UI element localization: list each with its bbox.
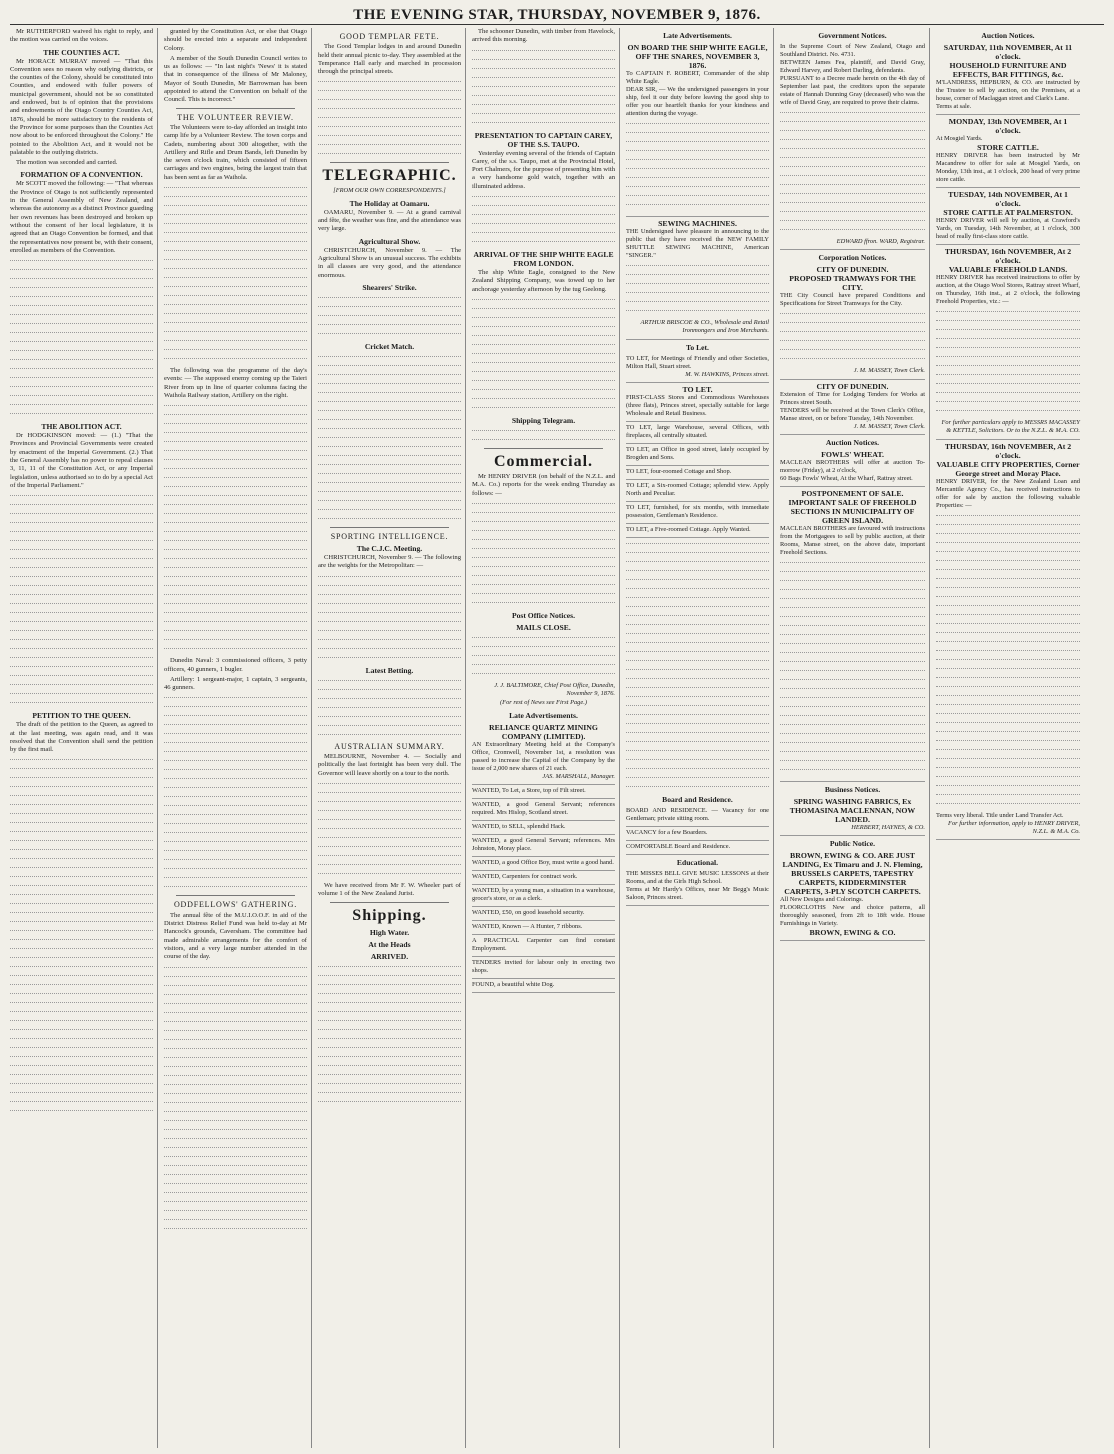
section-heading: Government Notices.: [818, 31, 887, 40]
ad-title: SEWING MACHINES.: [658, 219, 737, 228]
ad-signature: For further information, apply to HENRY DRIVER, N.Z.L. & M.A. Co.: [948, 819, 1080, 835]
unreadable-text: [164, 187, 307, 362]
advertisement: [780, 487, 925, 782]
ad-body: HENRY DRIVER, for the New Zealand Loan and Mercantile Agency Co., has received instructions to offer for sale by auction the following valuable Properties: —: [936, 477, 1080, 509]
unreadable-text: [936, 515, 1080, 807]
ad-signature: For further particulars apply to MESSRS MACASSEY & KETTLE, Solicitors. Or to the N.Z.L. & M.A. CO.: [941, 419, 1080, 435]
paragraph: The motion was seconded and carried.: [16, 159, 118, 167]
classified-ad: TO LET, a Six-roomed Cottage; splendid view. Apply North and Peculiar.: [626, 480, 769, 502]
classified-ad: TO LET, large Warehouse, several Offices, with fireplaces, all centrally situated.: [626, 422, 769, 444]
advertisement: [626, 353, 769, 383]
paragraph: The following was the programme of the day's events: — The supposed enemy coming up the Taieri River from up in line of quarter columns facing the Waihola Railway station, Artillery on the right.: [164, 367, 307, 399]
classified-ad: TENDERS invited for labour only in erecting two shops.: [472, 957, 615, 979]
advertisement: [780, 448, 925, 487]
section-heading: ODDFELLOWS' GATHERING.: [173, 900, 298, 910]
unreadable-text: [780, 313, 925, 362]
section-heading: Late Advertisements.: [663, 31, 732, 40]
ad-body: 60 Bags Fowls' Wheat, At the Wharf, Rattray street.: [780, 474, 913, 482]
paragraph: MELBOURNE, November 4. — Socially and politically the last fortnight has been very dull. The Governor will leave shortly on a tour to the north.: [318, 753, 461, 777]
unreadable-text: [626, 543, 769, 790]
ad-body: FLOORCLOTHS New and choice patterns, all thoroughly seasoned, from 2ft to 18ft wide. House Furnishings in Variety.: [780, 904, 925, 928]
paragraph: Mr HORACE MURRAY moved — "That this Convention sees no reason why outlying districts, or the counties of the Colony, should be constituted into Counties, and endowed with fuller powers of municipal government, should not be so constituted and endowed, but is of opinion that the provisions and endowments of the Otago Country Counties Act, 1876, should be more satisfactory to the residents of the Province for some purposes than the Counties Act now about to be enforced throughout the Colony." He pointed to the Abolition Act, and it would not be palatable to the outlying districts.: [10, 57, 153, 156]
section-heading: PETITION TO THE QUEEN.: [32, 711, 131, 721]
columns: [10, 28, 1104, 1448]
ad-title: BRUSSELS CARPETS, TAPESTRY CARPETS, KIDDERMINSTER CARPETS, 3-PLY SCOTCH CARPETS.: [784, 869, 921, 897]
unreadable-text: [472, 196, 615, 245]
ad-body: TENDERS will be received at the Town Clerk's Office, Manse street, on or before Tuesday, 14th November.: [780, 406, 925, 422]
ad-title: STORE CATTLE.: [977, 143, 1039, 152]
classified-ad: COMFORTABLE Board and Residence.: [626, 841, 769, 855]
ad-title: SPRING WASHING FABRICS, Ex THOMASINA MACLENNAN, NOW LANDED.: [789, 796, 916, 824]
ad-body: Terms at sale.: [936, 103, 972, 110]
ad-signature: HERBERT, HAYNES, & CO.: [851, 823, 925, 831]
unreadable-text: [472, 503, 615, 606]
section-heading: SPORTING INTELLIGENCE.: [330, 531, 449, 541]
ad-body: THE MISSES BELL GIVE MUSIC LESSONS at their Rooms, and at the Girls High School.: [626, 869, 769, 885]
ad-body: HENRY DRIVER will sell by auction, at Crawford's Yards, on Tuesday, 14th November, at 1 o'clock, 300 head of really first-class store cattle.: [936, 217, 1080, 240]
ad-body: MACLEAN BROTHERS are favoured with instructions from the Mortgagees to sell by public auction, at their Rooms, Manse street, on the above date, important Freehold Sections.: [780, 524, 925, 556]
ad-body: Terms at Mr Hardy's Offices, near Mr Begg's Music Saloon, Princes street.: [626, 885, 769, 901]
section-heading: Business Notices.: [824, 784, 881, 794]
signature: J. J. BALTIMORE, Chief Post Office, Dunedin, November 9, 1876.: [494, 681, 615, 698]
unreadable-text: [318, 576, 461, 661]
section-heading: High Water.: [369, 927, 410, 937]
paragraph: The Good Templar lodges in and around Dunedin held their annual picnic to-day. They assembled at the Temperance Hall early and marched in procession through the principal streets.: [318, 43, 461, 76]
ad-body: M'LANDRESS, HEPBURN, & CO. are instructed by the Trustee to sell by auction, on the Premises, at a house, corner of Maclaggan street and Clark's Lane.: [936, 79, 1080, 102]
unreadable-text: [164, 967, 307, 1232]
classified-ad: WANTED, To Let, a Store, top of Filt street.: [472, 785, 615, 799]
unreadable-text: [472, 50, 615, 126]
section-heading: The C.J.C. Meeting.: [356, 544, 423, 554]
ad-body: MACLEAN BROTHERS will offer at auction To-morrow (Friday), at 2 o'clock,: [780, 458, 925, 474]
paragraph: Dr HODGKINSON moved: — (1.) "That the Provinces and Provincial Governments were created by enactment of the Imperial Government. (2.) That the General Assembly has no power to repeal clauses 3, 11, 11 of the Constitution Act, or any Imperial legislation, unless authorised so to do by a special Act of the Imperial Parliament.": [10, 432, 153, 489]
unreadable-text: [318, 297, 461, 337]
ad-body: AN Extraordinary Meeting held at the Company's Office, Cromwell, November 1st, a resolution was passed to increase the Capital of the Company by the issue of 2,000 new shares of 21 each.: [472, 740, 615, 772]
paragraph: The schooner Dunedin, with timber from Havelock, arrived this morning.: [472, 28, 615, 44]
ad-title: IMPORTANT SALE OF FREEHOLD SECTIONS IN MUNICIPALITY OF GREEN ISLAND.: [788, 497, 917, 525]
advertisement: [626, 41, 769, 217]
ad-signature: EDWARD ffron. WARD, Registrar.: [836, 238, 925, 245]
ad-title: BROWN, EWING & CO. ARE JUST LANDING, Ex Timaru and J. N. Fleming,: [782, 851, 923, 870]
section-heading: Auction Notices.: [981, 31, 1035, 40]
unreadable-text: [780, 112, 925, 233]
section-heading: Cricket Match.: [364, 341, 415, 351]
ad-body: HENRY DRIVER has been instructed by Mr Macandrew to offer for sale at Mosgiel Yards, on Monday, 13th inst., at 1 o'clock, 200 head of very prime store cattle.: [936, 152, 1080, 183]
ad-body: At Mosgiel Yards.: [936, 135, 983, 142]
ad-body: THE City Council have prepared Conditions and Specifications for Street Tramways for the City.: [780, 292, 925, 308]
unreadable-text: [472, 299, 615, 411]
section-heading: AUSTRALIAN SUMMARY.: [334, 741, 445, 751]
unreadable-text: [318, 81, 461, 157]
paragraph: CHRISTCHURCH, November 9. — The following are the weights for the Metropolitan: —: [318, 554, 461, 570]
paragraph: OAMARU, November 9. — At a grand carnival and fête, the weather was fine, and the attendance was very large.: [318, 208, 461, 233]
advertisement: [936, 188, 1080, 245]
classified-ad: FOUND, a beautiful white Dog.: [472, 979, 615, 993]
subtitle: [FROM OUR OWN CORRESPONDENTS.]: [333, 187, 446, 195]
column-5: [626, 28, 774, 1448]
ad-signature: J. M. MASSEY, Town Clerk.: [853, 422, 925, 430]
section-heading: MAILS CLOSE.: [516, 622, 571, 632]
section-heading: ARRIVED.: [370, 951, 409, 961]
unreadable-text: [10, 495, 153, 706]
ad-body: To CAPTAIN F. ROBERT, Commander of the ship White Eagle.: [626, 70, 769, 85]
paragraph: Yesterday evening several of the friends of Captain Carey, of the s.s. Taupo, met at the Provincial Hotel, Port Chalmers, for the purpose of presenting him with a very handsome gold watch, together with an illuminated address.: [472, 149, 615, 190]
classified-ad: WANTED, a good General Servant; references required. Mrs Hislop, Scotland street.: [472, 799, 615, 821]
ad-signature: ARTHUR BRISCOE & CO., Wholesale and Retail Ironmongers and Iron Merchants.: [640, 319, 769, 335]
classified-ad: TO LET, furnished, for six months, with immediate possession, Gentleman's Residence.: [626, 502, 769, 524]
divider: [176, 108, 295, 109]
section-heading: At the Heads: [368, 939, 411, 949]
ad-body: HENRY DRIVER has received instructions to offer by auction, at the Otago Wool Stores, Rattray street Wharf, on Thursday, 16th inst., at 2 o'clock, the following Freehold Properties, viz.: —: [936, 274, 1080, 305]
masthead: THE EVENING STAR, THURSDAY, NOVEMBER 9, 1876.: [10, 6, 1104, 25]
note: (For rest of News see First Page.): [500, 699, 587, 707]
paragraph: The ship White Eagle, consigned to the New Zealand Shipping Company, was towed up to her anchorage yesterday afternoon by the tug Geelong.: [472, 269, 615, 293]
section-heading: THE ABOLITION ACT.: [41, 422, 122, 432]
unreadable-text: [936, 311, 1080, 414]
classified-ad: WANTED, Carpenters for contract work.: [472, 871, 615, 885]
ad-body: THE Undersigned have pleasure in announcing to the public that they have received the NEW FAMILY SHUTTLE SEWING MACHINE, American "SINGER.": [626, 228, 769, 259]
ad-title: ON BOARD THE SHIP WHITE EAGLE, OFF THE SNARES, NOVEMBER 3, 1876.: [627, 43, 768, 70]
section-heading: THE COUNTIES ACT.: [43, 47, 120, 57]
classified-ad: WANTED, Known — A Hunter, 7 ribbons.: [472, 921, 615, 935]
ad-title: THURSDAY, 16th NOVEMBER, At 2 o'clock.: [944, 441, 1072, 460]
advertisement: [936, 115, 1080, 188]
ad-title: CITY OF DUNEDIN.: [816, 265, 889, 275]
divider: [484, 448, 603, 449]
ad-title: CITY OF DUNEDIN.: [816, 381, 889, 391]
section-heading: FORMATION OF A CONVENTION.: [20, 170, 143, 180]
paragraph: Mr SCOTT moved the following: — "That whereas the Province of Otago is not sufficiently represented in the General Assembly of New Zealand, and whereas the autonomy as a distinct Province guarding her own revenues has been destroyed and broken up without the consent of her local legislature, it is agreed that an Otago Convention be formed, and that the representatives now present be, with their consent, enrolled as members of the Convention.: [10, 180, 154, 254]
ad-body: BETWEEN James Fea, plaintiff, and David Gray, Edward Harvey, and Robert Darling, defendants.: [780, 59, 925, 74]
ad-signature: JAS. MARSHALL, Manager.: [542, 772, 615, 780]
unreadable-text: [626, 265, 769, 314]
paragraph: Mr RUTHERFORD waived his right to reply, and the motion was carried on the voices.: [10, 28, 153, 44]
classified-ad: WANTED, a good General Servant; references. Mrs Johnston, Moray place.: [472, 835, 615, 857]
unreadable-text: [626, 123, 769, 208]
section-heading: THE VOLUNTEER REVIEW.: [177, 112, 294, 122]
advertisement: [936, 245, 1080, 440]
ad-title: THURSDAY, 16th NOVEMBER, At 2 o'clock.: [944, 247, 1072, 265]
advertisement: [936, 440, 1080, 841]
classified-ad: WANTED, by a young man, a situation in a warehouse, grocer's store, or as a clerk.: [472, 885, 615, 907]
section-title: Shipping.: [352, 906, 427, 924]
column-3: [318, 28, 466, 1448]
ad-title: STORE CATTLE AT PALMERSTON.: [943, 208, 1073, 217]
paragraph: Artillery: 1 sergeant-major, 1 captain, 3 sergeants, 46 gunners.: [164, 675, 307, 692]
divider: [176, 895, 295, 896]
classified-ad: TO LET, four-roomed Cottage and Shop.: [626, 466, 769, 480]
column-7: [936, 28, 1084, 1448]
ad-title: POSTPONEMENT OF SALE.: [801, 488, 904, 498]
classified-ad: WANTED, £50, on good leasehold security.: [472, 907, 615, 921]
section-heading: GOOD TEMPLAR FETE.: [339, 32, 440, 41]
classified-ad: WANTED, a good Office Boy, must write a good hand.: [472, 857, 615, 871]
paragraph: The Volunteers were to-day afforded an insight into camp life by a Volunteer Review. The town corps and Cadets, numbering about 300 altogether, with the Artillery and Rifle and Drum Bands, left Dunedin by the seven o'clock train, which consisted of fifteen carriages and two engines, being the largest train that has been sent as far as Waihola.: [164, 123, 307, 181]
column-2: [164, 28, 312, 1448]
section-heading: Shipping Telegram.: [511, 415, 576, 425]
classified-ad: BOARD AND RESIDENCE. — Vacancy for one Gentleman; private sitting room.: [626, 805, 769, 827]
ad-body: TO LET, for Meetings of Friendly and other Societies, Milton Hall, Stuart street.: [626, 354, 769, 370]
paragraph: CHRISTCHURCH, November 9. — The Agricultural Show is an unusual success. The exhibits in all classes are very good, and the attendance enormous.: [318, 246, 461, 279]
ad-title: SATURDAY, 11th NOVEMBER, At 11 o'clock.: [943, 43, 1073, 61]
ad-body: Extension of Time for Lodging Tenders for Works at Princes street South.: [780, 390, 925, 406]
ad-body: PURSUANT to a Decree made herein on the 4th day of September last past, the creditors upon the separate estate of Hannah Dunning Gray (deceased) who was the wife of David Gray, are required to prove their claims.: [780, 75, 925, 106]
unreadable-text: [780, 562, 925, 773]
column-6: [780, 28, 930, 1448]
ad-title: TO LET.: [682, 384, 713, 394]
classified-ad: TO LET, a Five-roomed Cottage. Apply Wanted.: [626, 524, 769, 538]
section-heading: Post Office Notices.: [511, 610, 576, 620]
ad-body: Terms very liberal. Title under Land Transfer Act.: [936, 811, 1064, 819]
advertisement: [780, 41, 925, 250]
ad-body: FIRST-CLASS Stores and Commodious Warehouses (three flats), Princes street, specially suitable for large Wholesale and Retail Business.: [626, 393, 769, 417]
classified-ad: VACANCY for a few Boarders.: [626, 827, 769, 841]
unreadable-text: [318, 966, 461, 1105]
ad-title: FOWLS' WHEAT.: [821, 449, 884, 459]
section-heading: PRESENTATION TO CAPTAIN CAREY, OF THE S.S. TAUPO.: [474, 130, 613, 149]
column-1: [10, 28, 158, 1448]
unreadable-text: [472, 430, 615, 443]
advertisement: [780, 380, 925, 435]
ad-signature: BROWN, EWING & CO.: [809, 928, 896, 938]
paragraph: granted by the Constitution Act, or else that Otago should be erected into a separate and independent Colony.: [164, 28, 307, 52]
unreadable-text: [10, 260, 153, 417]
column-4: [472, 28, 620, 1448]
divider: [330, 902, 449, 903]
ad-signature: M. W. HAWKINS, Princes street.: [685, 370, 769, 378]
ad-title: HOUSEHOLD FURNITURE AND EFFECTS, BAR FITTINGS, &c.: [949, 61, 1067, 79]
advertisement: [626, 217, 769, 340]
ad-title: TUESDAY, 14th NOVEMBER, At 1 o'clock.: [948, 190, 1068, 208]
advertisement: [780, 795, 925, 836]
unreadable-text: [10, 759, 153, 1114]
unreadable-text: [472, 637, 615, 677]
section-heading: The Holiday at Oamaru.: [349, 198, 430, 208]
unreadable-text: [318, 356, 461, 522]
unreadable-text: [164, 697, 307, 890]
paragraph: A member of the South Dunedin Council writes to us as follows: — "In last night's 'News' it is stated that in consequence of the illness of Mr Maloney, Mayor of South Dunedin, Mr Barrowman has been appointed to attend the Convention on behalf of the Council. This is incorrect.": [164, 54, 307, 104]
ad-body: In the Supreme Court of New Zealand, Otago and Southland District. No. 4731.: [780, 43, 925, 58]
section-title: TELEGRAPHIC.: [322, 167, 457, 185]
section-heading: Shearers' Strike.: [362, 282, 417, 292]
paragraph: Mr HENRY DRIVER (on behalf of the N.Z.L. and M.A. Co.) reports for the week ending Thursday as follows: —: [472, 472, 615, 497]
ad-title: RELIANCE QUARTZ MINING COMPANY (LIMITED).: [489, 722, 598, 741]
advertisement: [936, 41, 1080, 115]
section-heading: Auction Notices.: [825, 437, 880, 447]
ad-title: MONDAY, 13th NOVEMBER, At 1 o'clock.: [948, 117, 1068, 135]
advertisement: [626, 868, 769, 906]
classified-ad: TO LET, an Office in good street, lately occupied by Brogden and Sons.: [626, 444, 769, 466]
section-heading: Latest Betting.: [365, 665, 414, 675]
classified-ad: A PRACTICAL Carpenter can find constant Employment.: [472, 935, 615, 957]
section-heading: Late Advertisements.: [509, 710, 578, 720]
ad-body: DEAR SIR, — We the undersigned passengers in your ship, feel it our duty before leaving the good ship to offer you our heartfelt thanks for your kindness and attention during the voyage.: [626, 86, 769, 117]
section-heading: Corporation Notices.: [818, 253, 887, 263]
ad-title: VALUABLE FREEHOLD LANDS.: [948, 265, 1068, 274]
unreadable-text: [164, 405, 307, 652]
ad-title: VALUABLE CITY PROPERTIES, Corner George street and Moray Place.: [936, 459, 1080, 478]
paragraph: The draft of the petition to the Queen, as agreed to at the last meeting, was again read, and it was resolved that the Convention shall send the petition by the first mail.: [10, 721, 153, 754]
section-heading: Educational.: [676, 857, 719, 867]
advertisement: [780, 263, 925, 379]
ad-title: PROPOSED TRAMWAYS FOR THE CITY.: [789, 274, 916, 293]
section-heading: ARRIVAL OF THE SHIP WHITE EAGLE FROM LONDON.: [473, 250, 614, 269]
divider: [330, 162, 449, 163]
section-heading: To Let.: [686, 342, 709, 352]
section-heading: Public Notice.: [829, 839, 876, 849]
unreadable-text: [318, 680, 461, 738]
divider: [330, 527, 449, 528]
ad-signature: J. M. MASSEY, Town Clerk.: [853, 367, 925, 375]
section-heading: Board and Residence.: [662, 794, 733, 804]
paragraph: Dunedin Naval: 3 commissioned officers, 3 petty officers, 40 gunners, 1 bugler.: [164, 657, 307, 673]
section-title: Commercial.: [493, 452, 594, 470]
classified-ad: WANTED, to SELL, splendid Hack.: [472, 821, 615, 835]
ad-body: All New Designs and Colorings.: [780, 896, 864, 904]
advertisement: [472, 721, 615, 785]
unreadable-text: [318, 783, 461, 877]
paragraph: We have received from Mr F. W. Wheeler part of volume 1 of the New Zealand Jurist.: [318, 881, 461, 898]
section-heading: Agricultural Show.: [358, 236, 421, 246]
paragraph: The annual fête of the M.U.I.O.O.F. in aid of the District Distress Relief Fund was held to-day at Mr Hancock's grounds, Caversham. The committee had made admirable arrangements for the comfort of visitors, and a very large number attended in the course of the day.: [164, 911, 307, 961]
advertisement: [626, 383, 769, 422]
advertisement: [780, 849, 925, 941]
